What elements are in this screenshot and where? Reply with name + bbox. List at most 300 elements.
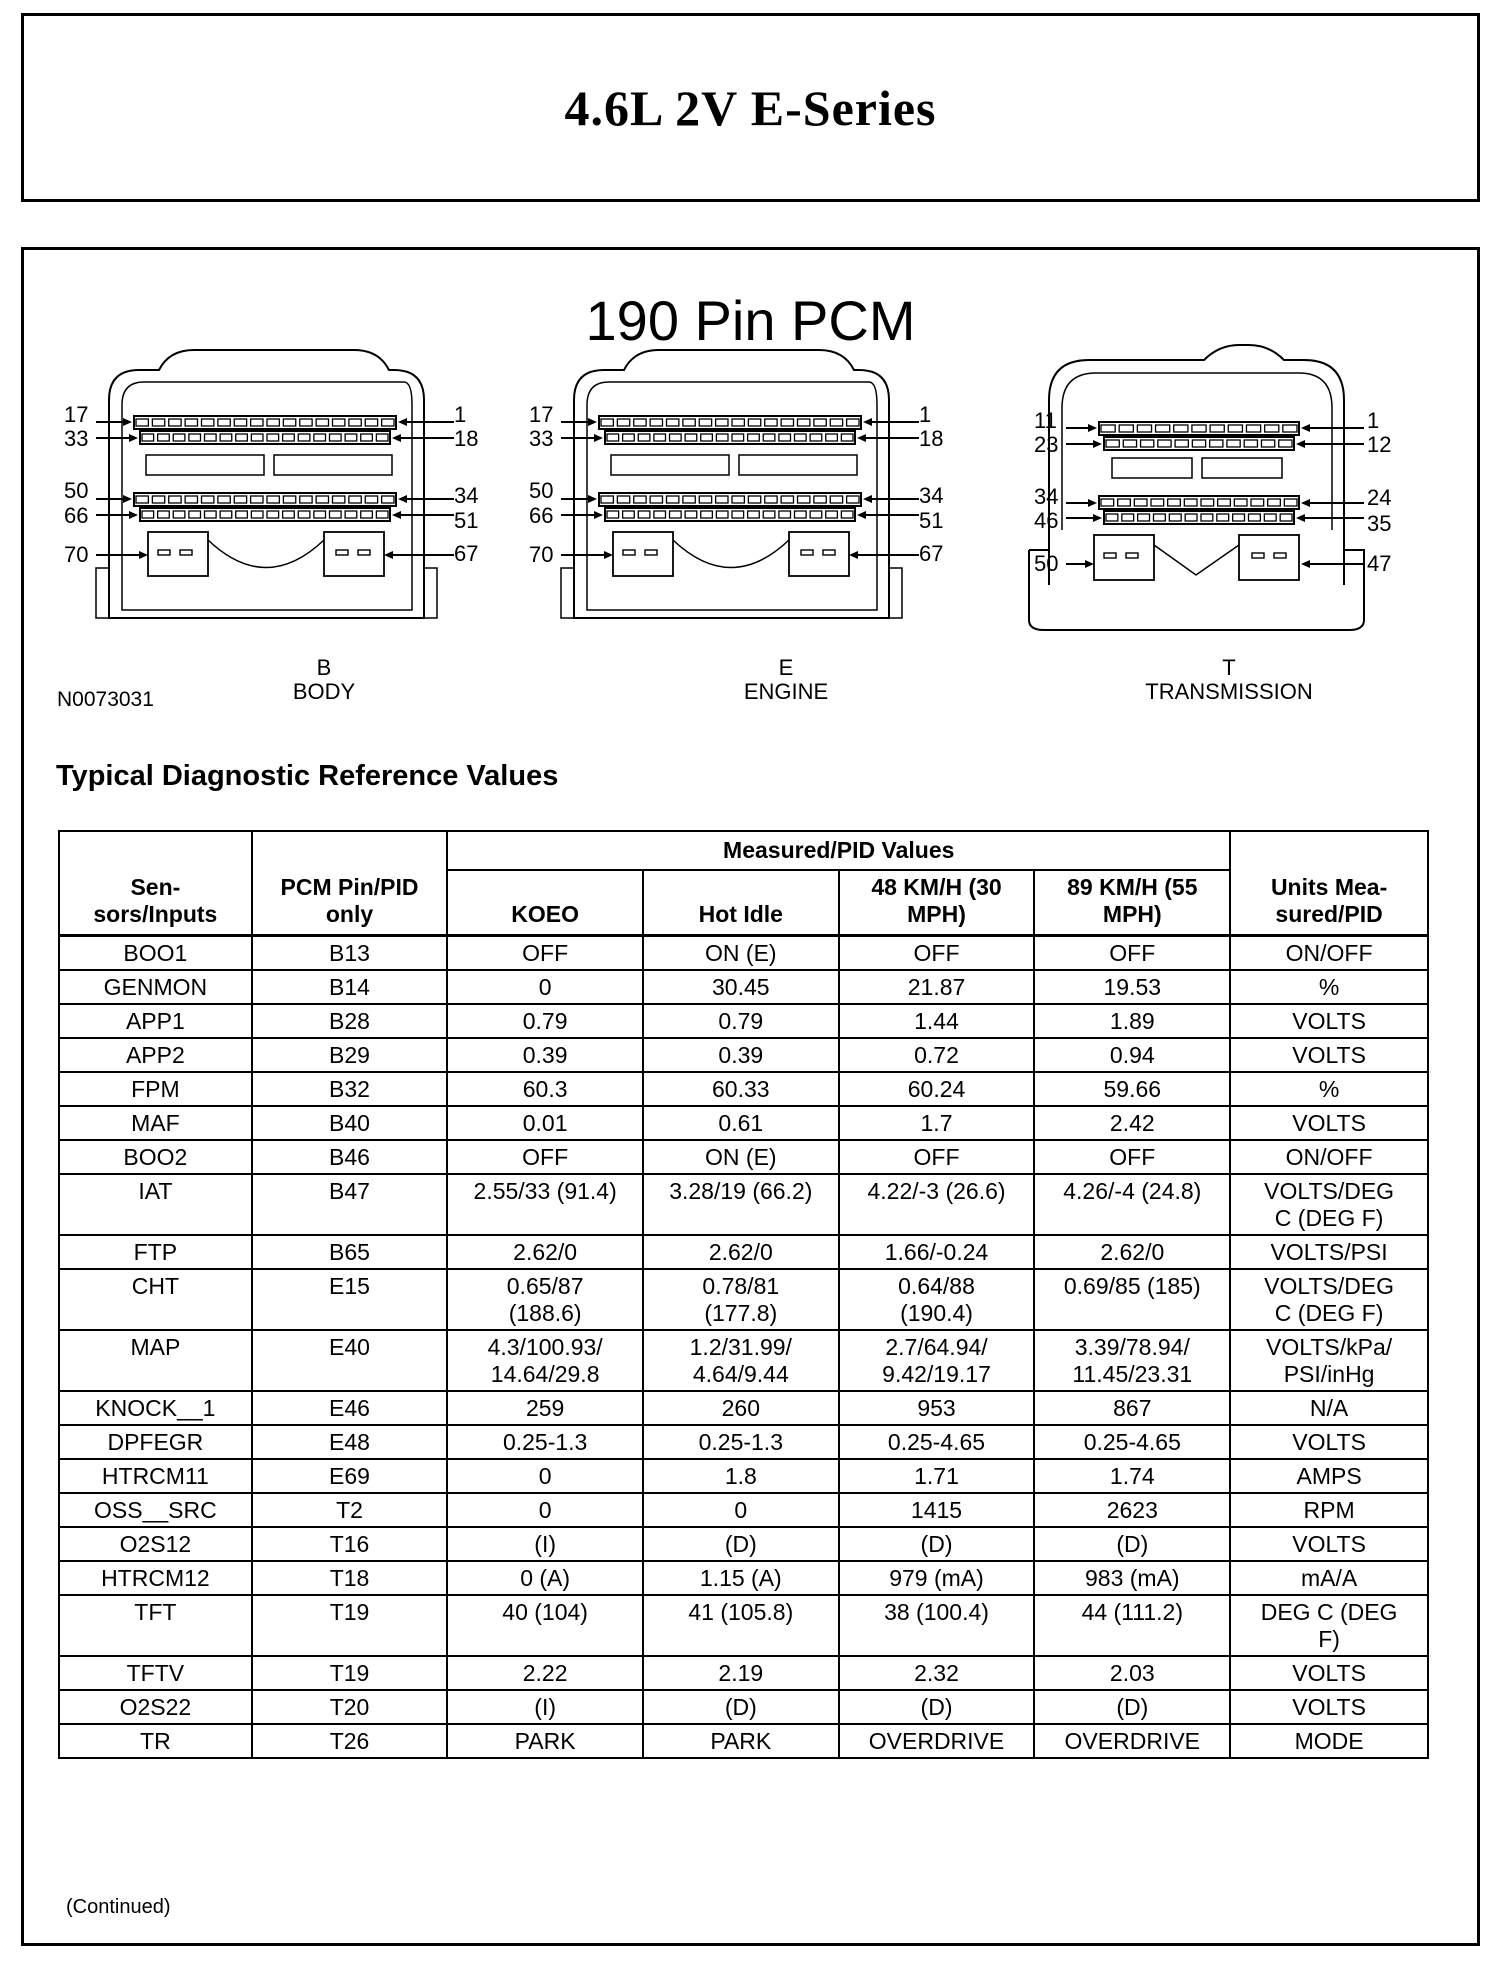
page-title: 4.6L 2V E-Series	[564, 79, 937, 136]
pin-cell	[1101, 499, 1114, 506]
leader-arrow	[849, 551, 858, 559]
pin-number: 35	[1367, 511, 1392, 536]
connector-curve	[1154, 545, 1239, 575]
pin-cell	[1217, 514, 1229, 521]
table-cell: (D)	[839, 1527, 1035, 1561]
latch-pin	[623, 550, 635, 555]
table-cell: 2.03	[1034, 1656, 1230, 1690]
pin-number: 66	[529, 503, 554, 528]
table-cell: VOLTS/PSI	[1230, 1235, 1428, 1269]
table-cell: PARK	[643, 1724, 839, 1758]
pin-cell	[1279, 440, 1292, 447]
table-cell: 867	[1034, 1391, 1230, 1425]
table-cell: T16	[252, 1527, 448, 1561]
pin-cell	[142, 511, 154, 518]
pin-cell	[189, 434, 201, 441]
pin-cell	[638, 511, 650, 518]
table-cell: FTP	[59, 1235, 252, 1269]
pin-cell	[345, 434, 357, 441]
table-cell: ON (E)	[643, 936, 839, 971]
pin-cell	[670, 434, 682, 441]
pin-cell	[1210, 425, 1224, 432]
pin-cell	[218, 496, 230, 503]
pin-cell	[1284, 499, 1297, 506]
table-cell: RPM	[1230, 1493, 1428, 1527]
table-cell: (I)	[447, 1527, 643, 1561]
table-cell: E15	[252, 1269, 448, 1330]
column-header: KOEO	[447, 870, 643, 936]
pin-cell	[810, 434, 822, 441]
leader-arrow	[863, 418, 872, 426]
table-cell: B14	[252, 970, 448, 1004]
table-cell: 30.45	[643, 970, 839, 1004]
pin-cell	[1261, 440, 1274, 447]
table-cell: BOO2	[59, 1140, 252, 1174]
pin-cell	[847, 496, 859, 503]
pin-cell	[732, 419, 744, 426]
pin-cell	[382, 496, 394, 503]
pin-number: 34	[454, 483, 479, 508]
group-header: Measured/PID Values	[447, 831, 1230, 870]
pin-cell	[283, 419, 295, 426]
table-cell: 0	[447, 1459, 643, 1493]
table-row	[59, 1425, 1428, 1459]
latch-pin	[1252, 553, 1264, 558]
pin-cell	[218, 419, 230, 426]
table-cell: 0	[447, 1493, 643, 1527]
pin-cell	[316, 419, 328, 426]
table-cell: 2.42	[1034, 1106, 1230, 1140]
pin-cell	[795, 511, 807, 518]
pin-cell	[732, 511, 744, 518]
leader-arrow	[392, 434, 401, 442]
table-cell: AMPS	[1230, 1459, 1428, 1493]
table-row	[59, 1459, 1428, 1493]
pin-cell	[1174, 425, 1188, 432]
pin-cell	[1234, 499, 1247, 506]
table-cell: 19.53	[1034, 970, 1230, 1004]
pin-cell	[283, 434, 295, 441]
table-cell: 1.66/-0.24	[839, 1235, 1035, 1269]
connector-latch	[789, 532, 849, 576]
table-cell: VOLTS/DEG C (DEG F)	[1230, 1174, 1428, 1235]
table-cell: OFF	[1034, 936, 1230, 971]
pin-cell	[699, 496, 711, 503]
pin-cell	[376, 511, 388, 518]
table-cell: 979 (mA)	[839, 1561, 1035, 1595]
pin-cell	[314, 511, 326, 518]
connector-name: TRANSMISSION	[1145, 679, 1313, 704]
pin-number: 51	[454, 508, 479, 533]
table-cell: 3.39/78.94/ 11.45/23.31	[1034, 1330, 1230, 1391]
pin-cell	[267, 434, 279, 441]
table-cell: 0 (A)	[447, 1561, 643, 1595]
leader-arrow	[857, 511, 866, 519]
table-cell: (D)	[643, 1690, 839, 1724]
table-cell: 0.25-1.3	[643, 1425, 839, 1459]
leader-arrow	[863, 495, 872, 503]
table-cell: 60.24	[839, 1072, 1035, 1106]
pin-cell	[251, 511, 263, 518]
pin-cell	[298, 511, 310, 518]
table-cell: OFF	[839, 1140, 1035, 1174]
pin-cell	[1192, 425, 1206, 432]
table-cell: OVERDRIVE	[1034, 1724, 1230, 1758]
pin-cell	[650, 496, 662, 503]
leader-arrow	[129, 511, 138, 519]
pin-cell	[1184, 499, 1197, 506]
pin-cell	[300, 496, 312, 503]
pin-cell	[779, 511, 791, 518]
pin-cell	[798, 419, 810, 426]
pin-cell	[1251, 499, 1264, 506]
pin-cell	[716, 496, 728, 503]
pin-cell	[1134, 499, 1147, 506]
table-cell: 0.78/81 (177.8)	[643, 1269, 839, 1330]
pin-number: 50	[1034, 551, 1059, 576]
table-cell: B40	[252, 1106, 448, 1140]
pin-cell	[136, 419, 148, 426]
column-header: 89 KM/H (55 MPH)	[1034, 870, 1230, 936]
leader-arrow	[1301, 499, 1310, 507]
table-cell: 2.19	[643, 1656, 839, 1690]
pin-cell	[1264, 514, 1276, 521]
table-row	[59, 1269, 1428, 1330]
table-cell: GENMON	[59, 970, 252, 1004]
table-cell: 2.62/0	[1034, 1235, 1230, 1269]
connector-name: BODY	[292, 679, 356, 704]
table-cell: 953	[839, 1391, 1035, 1425]
table-cell: 2623	[1034, 1493, 1230, 1527]
table-cell: T20	[252, 1690, 448, 1724]
table-cell: VOLTS	[1230, 1106, 1428, 1140]
connector-flange	[1029, 550, 1364, 630]
pin-cell	[1268, 499, 1281, 506]
pin-cell	[1280, 514, 1292, 521]
pin-cell	[345, 511, 357, 518]
pin-number: 67	[454, 541, 479, 566]
pin-number: 18	[454, 426, 479, 451]
table-cell: KNOCK__1	[59, 1391, 252, 1425]
table-cell: HTRCM12	[59, 1561, 252, 1595]
pin-cell	[795, 434, 807, 441]
column-header: 48 KM/H (30 MPH)	[839, 870, 1035, 936]
pin-cell	[601, 496, 613, 503]
pin-cell	[1123, 440, 1136, 447]
pin-cell	[667, 419, 679, 426]
pin-cell	[142, 434, 154, 441]
pin-number: 23	[1034, 432, 1059, 457]
table-cell: B28	[252, 1004, 448, 1038]
table-cell: 0.79	[447, 1004, 643, 1038]
continued-note: (Continued)	[66, 1896, 171, 1918]
pin-cell	[650, 419, 662, 426]
connector-tab	[424, 568, 437, 618]
column-header: Units Mea- sured/PID	[1230, 831, 1428, 936]
table-cell: B65	[252, 1235, 448, 1269]
table-cell: B29	[252, 1038, 448, 1072]
pin-number: 70	[529, 542, 554, 567]
leader-arrow	[123, 495, 132, 503]
table-cell: E48	[252, 1425, 448, 1459]
leader-arrow	[1093, 440, 1102, 448]
table-cell: OFF	[1034, 1140, 1230, 1174]
table-cell: 40 (104)	[447, 1595, 643, 1656]
table-cell: N/A	[1230, 1391, 1428, 1425]
connector-outline	[109, 350, 424, 618]
table-cell: 3.28/19 (66.2)	[643, 1174, 839, 1235]
latch-pin	[1104, 553, 1116, 558]
connector-slot	[611, 455, 729, 475]
pin-cell	[173, 511, 185, 518]
table-cell: B46	[252, 1140, 448, 1174]
leader-arrow	[392, 511, 401, 519]
table-cell: VOLTS	[1230, 1656, 1428, 1690]
table-row	[59, 1493, 1428, 1527]
table-cell: DPFEGR	[59, 1425, 252, 1459]
latch-pin	[336, 550, 348, 555]
pin-number: 11	[1034, 408, 1057, 433]
table-cell: 2.22	[447, 1656, 643, 1690]
table-cell: 0.65/87 (188.6)	[447, 1269, 643, 1330]
leader-arrow	[1301, 424, 1310, 432]
table-cell: 41 (105.8)	[643, 1595, 839, 1656]
pin-number: 24	[1367, 485, 1392, 510]
latch-pin	[645, 550, 657, 555]
pin-cell	[1201, 514, 1213, 521]
pin-cell	[638, 434, 650, 441]
pin-cell	[1106, 514, 1118, 521]
pin-cell	[716, 419, 728, 426]
pcm-title: 190 Pin PCM	[585, 289, 916, 352]
table-cell: TFTV	[59, 1656, 252, 1690]
pin-cell	[1158, 440, 1171, 447]
table-cell: 0	[643, 1493, 839, 1527]
table-cell: MODE	[1230, 1724, 1428, 1758]
leader-arrow	[398, 495, 407, 503]
table-cell: VOLTS	[1230, 1038, 1428, 1072]
connector-slot	[739, 455, 857, 475]
pin-cell	[814, 496, 826, 503]
table-cell: VOLTS/kPa/ PSI/inHg	[1230, 1330, 1428, 1391]
pin-cell	[234, 419, 246, 426]
table-cell: TR	[59, 1724, 252, 1758]
pin-cell	[236, 511, 248, 518]
table-row	[59, 1140, 1428, 1174]
connector-letter: B	[316, 655, 332, 680]
table-row	[59, 1004, 1428, 1038]
table-row	[59, 1174, 1428, 1235]
pin-cell	[158, 511, 170, 518]
table-row	[59, 1391, 1428, 1425]
pin-cell	[169, 419, 181, 426]
pin-cell	[716, 511, 728, 518]
pin-cell	[701, 511, 713, 518]
pin-cell	[1192, 440, 1205, 447]
connector-latch	[1094, 535, 1154, 580]
pin-cell	[283, 496, 295, 503]
pin-cell	[205, 511, 217, 518]
table-cell: 0.25-1.3	[447, 1425, 643, 1459]
table-cell: T18	[252, 1561, 448, 1595]
leader-arrow	[139, 551, 148, 559]
pin-cell	[365, 496, 377, 503]
pin-number: 17	[529, 402, 554, 427]
leader-arrow	[384, 551, 393, 559]
table-cell: VOLTS	[1230, 1004, 1428, 1038]
pin-cell	[1185, 514, 1197, 521]
pin-cell	[1154, 514, 1166, 521]
table-cell: 60.33	[643, 1072, 839, 1106]
pin-cell	[841, 434, 853, 441]
pin-cell	[1138, 514, 1150, 521]
reference-values-table	[58, 830, 1429, 1759]
leader-arrow	[1085, 560, 1094, 568]
table-cell: 1.74	[1034, 1459, 1230, 1493]
pin-cell	[283, 511, 295, 518]
pin-number: 34	[919, 483, 944, 508]
pin-cell	[1244, 440, 1257, 447]
table-cell: 2.32	[839, 1656, 1035, 1690]
pin-cell	[748, 419, 760, 426]
table-cell: T19	[252, 1595, 448, 1656]
pin-cell	[1169, 514, 1181, 521]
pin-cell	[830, 496, 842, 503]
pin-cell	[136, 496, 148, 503]
table-cell: PARK	[447, 1724, 643, 1758]
table-cell: 59.66	[1034, 1072, 1230, 1106]
pin-cell	[330, 511, 342, 518]
pin-cell	[234, 496, 246, 503]
leader-arrow	[857, 434, 866, 442]
table-cell: VOLTS/DEG C (DEG F)	[1230, 1269, 1428, 1330]
table-cell: MAP	[59, 1330, 252, 1391]
table-cell: OVERDRIVE	[839, 1724, 1035, 1758]
pin-cell	[826, 511, 838, 518]
pin-cell	[1156, 425, 1170, 432]
pin-number: 47	[1367, 551, 1392, 576]
table-cell: 4.3/100.93/ 14.64/29.8	[447, 1330, 643, 1391]
connector-latch	[1239, 535, 1299, 580]
connector-tab	[889, 568, 902, 618]
pin-cell	[251, 419, 263, 426]
table-cell: (D)	[1034, 1527, 1230, 1561]
latch-pin	[1126, 553, 1138, 558]
table-row	[59, 1595, 1428, 1656]
pin-cell	[189, 511, 201, 518]
pin-cell	[667, 496, 679, 503]
pin-number: 17	[64, 402, 89, 427]
pin-cell	[300, 419, 312, 426]
table-cell: 0.39	[447, 1038, 643, 1072]
leader-arrow	[129, 434, 138, 442]
pin-cell	[1141, 440, 1154, 447]
pin-cell	[623, 511, 635, 518]
table-cell: 4.26/-4 (24.8)	[1034, 1174, 1230, 1235]
pin-cell	[634, 419, 646, 426]
latch-pin	[158, 550, 170, 555]
table-cell: T26	[252, 1724, 448, 1758]
pin-number: 1	[454, 402, 467, 427]
pin-cell	[220, 434, 232, 441]
table-cell: OFF	[839, 936, 1035, 971]
table-cell: APP2	[59, 1038, 252, 1072]
table-cell: DEG C (DEG F)	[1230, 1595, 1428, 1656]
leader-arrow	[1296, 514, 1305, 522]
pin-cell	[202, 496, 214, 503]
connector-label-transmission	[1114, 656, 1344, 704]
pin-cell	[670, 511, 682, 518]
table-cell: OFF	[447, 936, 643, 971]
connector-letter: E	[778, 655, 794, 680]
pin-cell	[685, 434, 697, 441]
title-box	[21, 13, 1480, 202]
pin-cell	[220, 511, 232, 518]
table-cell: 1.7	[839, 1106, 1035, 1140]
pin-cell	[607, 511, 619, 518]
pin-cell	[847, 419, 859, 426]
table-cell: VOLTS	[1230, 1690, 1428, 1724]
table-cell: 0.61	[643, 1106, 839, 1140]
pin-cell	[841, 511, 853, 518]
table-cell: 0	[447, 970, 643, 1004]
connector-diagrams	[24, 250, 1477, 720]
leader-arrow	[588, 495, 597, 503]
pin-cell	[617, 496, 629, 503]
table-cell: HTRCM11	[59, 1459, 252, 1493]
pin-cell	[376, 434, 388, 441]
pin-cell	[251, 434, 263, 441]
pin-number: 51	[919, 508, 944, 533]
pin-cell	[267, 511, 279, 518]
table-row	[59, 936, 1428, 971]
pin-cell	[701, 434, 713, 441]
pin-cell	[185, 496, 197, 503]
table-cell: 2.7/64.94/ 9.42/19.17	[839, 1330, 1035, 1391]
table-cell: 38 (100.4)	[839, 1595, 1035, 1656]
pin-cell	[1137, 425, 1151, 432]
pin-cell	[349, 419, 361, 426]
table-cell: (D)	[839, 1690, 1035, 1724]
table-cell: (I)	[447, 1690, 643, 1724]
leader-arrow	[594, 434, 603, 442]
table-cell: 4.22/-3 (26.6)	[839, 1174, 1035, 1235]
pin-cell	[1265, 425, 1279, 432]
pin-cell	[382, 419, 394, 426]
pin-cell	[1118, 499, 1131, 506]
table-cell: E69	[252, 1459, 448, 1493]
connector-latch	[148, 532, 208, 576]
pin-cell	[236, 434, 248, 441]
pin-number: 18	[919, 426, 944, 451]
pin-cell	[361, 511, 373, 518]
table-cell: 1.15 (A)	[643, 1561, 839, 1595]
pin-cell	[1168, 499, 1181, 506]
table-cell: O2S22	[59, 1690, 252, 1724]
table-cell: 1.44	[839, 1004, 1035, 1038]
leader-arrow	[1088, 424, 1097, 432]
pin-cell	[1218, 499, 1231, 506]
table-cell: ON/OFF	[1230, 936, 1428, 971]
table-row	[59, 1330, 1428, 1391]
pin-cell	[333, 419, 345, 426]
pin-cell	[333, 496, 345, 503]
table-cell: 0.39	[643, 1038, 839, 1072]
pin-cell	[314, 434, 326, 441]
table-cell: 0.64/88 (190.4)	[839, 1269, 1035, 1330]
table-cell: 2.62/0	[643, 1235, 839, 1269]
pin-cell	[1249, 514, 1261, 521]
